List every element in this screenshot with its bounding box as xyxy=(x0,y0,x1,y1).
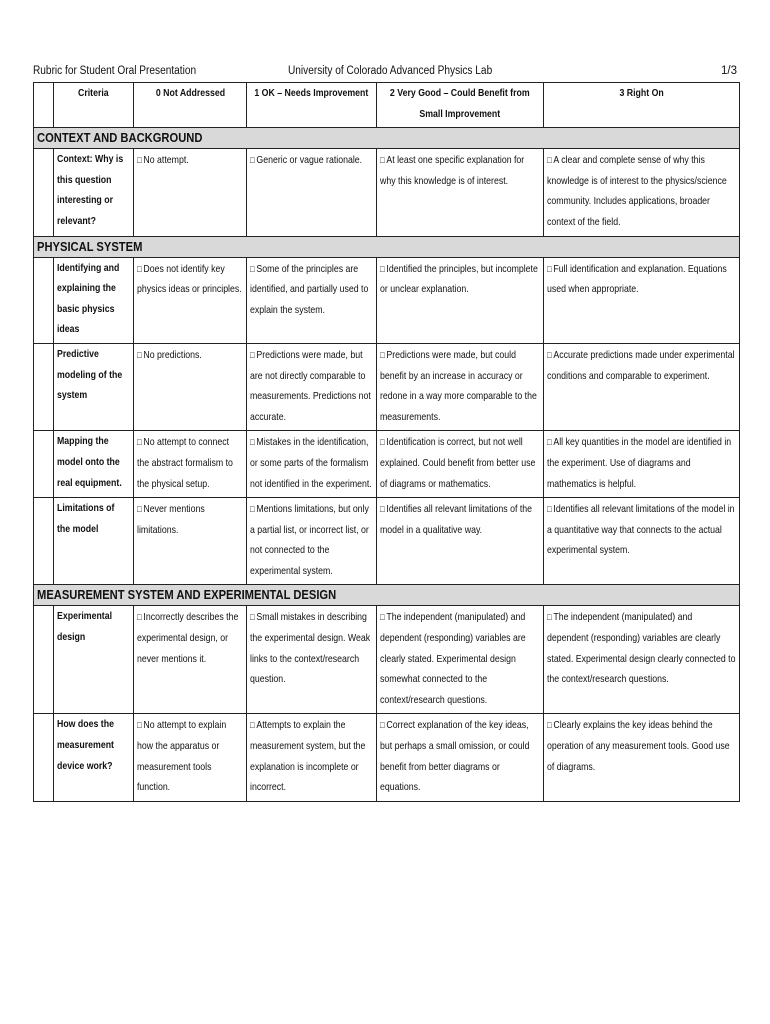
section-title: CONTEXT AND BACKGROUND xyxy=(34,128,740,149)
score-0-cell xyxy=(134,606,247,714)
checkbox-icon[interactable]: □ xyxy=(250,155,255,166)
section-header-row xyxy=(34,585,740,606)
checkbox-icon[interactable]: □ xyxy=(250,437,255,448)
score-descriptor: Attempts to explain the measurement system, but the explanation is incomplete or incorrect. xyxy=(250,720,366,794)
score-1-cell xyxy=(247,606,377,714)
row-gutter xyxy=(34,714,54,801)
score-1-cell xyxy=(247,257,377,343)
score-0-cell xyxy=(134,431,247,498)
score-2-cell xyxy=(377,431,544,498)
score-descriptor: Does not identify key physics ideas or principles. xyxy=(137,263,242,296)
row-gutter xyxy=(34,606,54,714)
score-0-cell xyxy=(134,257,247,343)
score-descriptor: A clear and complete sense of why this knowledge is of interest to the physics/science community. Includes applications, broader context of the field. xyxy=(547,155,727,228)
score-2-cell xyxy=(377,257,544,343)
row-gutter xyxy=(34,431,54,498)
score-2-cell xyxy=(377,606,544,714)
rubric-row xyxy=(34,431,740,498)
score-descriptor: No attempt to connect the abstract formalism to the physical setup. xyxy=(137,437,233,490)
checkbox-icon[interactable]: □ xyxy=(547,155,552,166)
header-left-title: Rubric for Student Oral Presentation xyxy=(33,65,197,77)
checkbox-icon[interactable]: □ xyxy=(137,720,142,731)
criterion-label: Identifying and explaining the basic physics ideas xyxy=(54,257,134,343)
criterion-label: Predictive modeling of the system xyxy=(54,343,134,430)
row-gutter xyxy=(34,257,54,343)
checkbox-icon[interactable]: □ xyxy=(250,720,255,731)
score-descriptor: Mentions limitations, but only a partial list, or incorrect list, or not connected to the experimental system. xyxy=(250,504,369,577)
checkbox-icon[interactable]: □ xyxy=(547,612,552,623)
rubric-row xyxy=(34,257,740,343)
score-descriptor: Some of the principles are identified, and partially used to explain the system. xyxy=(250,263,369,316)
score-descriptor: Never mentions limitations. xyxy=(137,504,205,536)
rubric-row xyxy=(34,149,740,236)
rubric-row xyxy=(34,606,740,714)
score-2-cell xyxy=(377,343,544,430)
checkbox-icon[interactable]: □ xyxy=(547,504,552,515)
checkbox-icon[interactable]: □ xyxy=(380,155,385,166)
gutter-header xyxy=(34,83,54,128)
checkbox-icon[interactable]: □ xyxy=(137,349,142,360)
score-descriptor: Correct explanation of the key ideas, but perhaps a small omission, or could benefit from better diagrams or equations. xyxy=(380,720,530,794)
score-2-cell xyxy=(377,149,544,236)
score-descriptor: The independent (manipulated) and dependent (responding) variables are clearly stated. Experimental design somewhat connected to the context/research questions. xyxy=(380,612,526,706)
score-descriptor: Identified the principles, but incomplete or unclear explanation. xyxy=(380,263,538,296)
section-header-row xyxy=(34,128,740,149)
score-0-cell xyxy=(134,343,247,430)
criterion-label: Mapping the model onto the real equipment. xyxy=(54,431,134,498)
checkbox-icon[interactable]: □ xyxy=(250,612,255,623)
checkbox-icon[interactable]: □ xyxy=(380,349,385,360)
score-3-cell xyxy=(544,343,740,430)
criterion-label: Limitations of the model xyxy=(54,498,134,585)
criterion-label: How does the measurement device work? xyxy=(54,714,134,801)
checkbox-icon[interactable]: □ xyxy=(137,263,142,274)
column-header-row xyxy=(34,83,740,128)
score-descriptor: Predictions were made, but are not directly comparable to measurements. Predictions not accurate. xyxy=(250,349,371,423)
score-descriptor: No attempt. xyxy=(143,155,189,167)
score-0-cell xyxy=(134,498,247,585)
score-1-cell xyxy=(247,149,377,236)
score-1-cell xyxy=(247,714,377,801)
checkbox-icon[interactable]: □ xyxy=(250,263,255,274)
row-gutter xyxy=(34,498,54,585)
rubric-table xyxy=(33,82,740,802)
score-descriptor: No attempt to explain how the apparatus or measurement tools function. xyxy=(137,720,227,794)
checkbox-icon[interactable]: □ xyxy=(547,720,552,731)
score-descriptor: Full identification and explanation. Equations used when appropriate. xyxy=(547,263,727,296)
checkbox-icon[interactable]: □ xyxy=(250,349,255,360)
score-0-header: 0 Not Addressed xyxy=(134,83,247,128)
score-1-cell xyxy=(247,498,377,585)
score-3-cell xyxy=(544,431,740,498)
score-descriptor: All key quantities in the model are identified in the experiment. Use of diagrams and mathematics is helpful. xyxy=(547,437,732,490)
score-3-header: 3 Right On xyxy=(544,83,740,128)
page-header xyxy=(33,62,739,82)
score-descriptor: Clearly explains the key ideas behind the operation of any measurement tools. Good use of diagrams. xyxy=(547,720,730,773)
rubric-body xyxy=(34,128,740,802)
checkbox-icon[interactable]: □ xyxy=(137,437,142,448)
checkbox-icon[interactable]: □ xyxy=(137,612,142,623)
checkbox-icon[interactable]: □ xyxy=(137,155,142,166)
score-descriptor: The independent (manipulated) and dependent (responding) variables are clearly stated. Experimental design clearly connected to the context/research questions. xyxy=(547,612,736,686)
score-descriptor: Identifies all relevant limitations of the model in a qualitative way. xyxy=(380,504,533,536)
score-descriptor: Accurate predictions made under experimental conditions and comparable to experiment. xyxy=(547,349,735,382)
score-1-header: 1 OK – Needs Improvement xyxy=(247,83,377,128)
rubric-row xyxy=(34,714,740,801)
rubric-row xyxy=(34,343,740,430)
score-descriptor: Identification is correct, but not well explained. Could benefit from better use of diagrams or mathematics. xyxy=(380,437,536,490)
score-descriptor: Incorrectly describes the experimental design, or never mentions it. xyxy=(137,612,239,665)
checkbox-icon[interactable]: □ xyxy=(380,504,385,515)
rubric-row xyxy=(34,498,740,585)
header-institution: University of Colorado Advanced Physics Lab xyxy=(288,65,493,77)
checkbox-icon[interactable]: □ xyxy=(380,437,385,448)
checkbox-icon[interactable]: □ xyxy=(137,504,142,515)
score-2-cell xyxy=(377,714,544,801)
score-3-cell xyxy=(544,257,740,343)
score-0-cell xyxy=(134,714,247,801)
checkbox-icon[interactable]: □ xyxy=(250,504,255,515)
score-descriptor: Identifies all relevant limitations of the model in a quantitative way that connects to the actual experimental system. xyxy=(547,504,735,557)
score-3-cell xyxy=(544,498,740,585)
row-gutter xyxy=(34,343,54,430)
score-2-cell xyxy=(377,498,544,585)
section-title: PHYSICAL SYSTEM xyxy=(34,236,740,257)
score-0-cell xyxy=(134,149,247,236)
checkbox-icon[interactable]: □ xyxy=(380,612,385,623)
score-descriptor: No predictions. xyxy=(143,349,202,361)
score-descriptor: Predictions were made, but could benefit by an increase in accuracy or redone in a way more comparable to the measurements. xyxy=(380,349,537,423)
score-descriptor: Mistakes in the identification, or some parts of the formalism not identified in the experiment. xyxy=(250,437,372,490)
checkbox-icon[interactable]: □ xyxy=(547,349,552,360)
score-descriptor: At least one specific explanation for why this knowledge is of interest. xyxy=(380,155,525,187)
score-3-cell xyxy=(544,149,740,236)
criteria-header: Criteria xyxy=(54,83,134,128)
score-2-header: 2 Very Good – Could Benefit from Small Improvement xyxy=(377,83,544,128)
criterion-label: Context: Why is this question interesting or relevant? xyxy=(54,149,134,236)
criterion-label: Experimental design xyxy=(54,606,134,714)
score-1-cell xyxy=(247,343,377,430)
checkbox-icon[interactable]: □ xyxy=(380,263,385,274)
checkbox-icon[interactable]: □ xyxy=(547,263,552,274)
score-1-cell xyxy=(247,431,377,498)
score-3-cell xyxy=(544,714,740,801)
checkbox-icon[interactable]: □ xyxy=(380,720,385,731)
score-descriptor: Generic or vague rationale. xyxy=(256,155,363,167)
checkbox-icon[interactable]: □ xyxy=(547,437,552,448)
score-3-cell xyxy=(544,606,740,714)
section-header-row xyxy=(34,236,740,257)
section-title: MEASUREMENT SYSTEM AND EXPERIMENTAL DESIGN xyxy=(34,585,740,606)
score-descriptor: Small mistakes in describing the experimental design. Weak links to the context/research question. xyxy=(250,612,371,686)
row-gutter xyxy=(34,149,54,236)
page-number: 1/3 xyxy=(721,65,737,77)
